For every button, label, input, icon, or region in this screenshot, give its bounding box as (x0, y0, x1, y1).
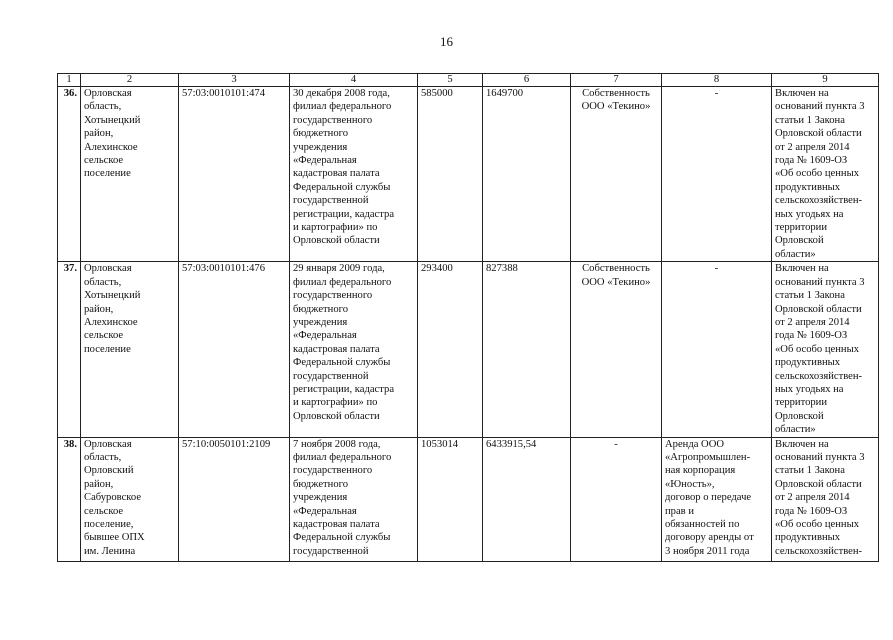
cadastral-value-cell: 6433915,54 (483, 437, 571, 561)
cadastral-value-cell: 827388 (483, 262, 571, 437)
area-cell: 293400 (418, 262, 483, 437)
inclusion-basis-cell: Включен на оснований пункта 3 статьи 1 Закона Орловской области от 2 апреля 2014 года № 1609-ОЗ «Об особо ценных продуктивных сельскохозяйствен- (772, 437, 879, 561)
ownership-cell: Собственность ООО «Текино» (571, 87, 662, 262)
inclusion-basis-cell: Включен на оснований пункта 3 статьи 1 Закона Орловской области от 2 апреля 2014 года № 1609-ОЗ «Об особо ценных продуктивных сельскохозяйствен- ных угодьях на территории Орловской области» (772, 262, 879, 437)
cadastral-value-cell: 1649700 (483, 87, 571, 262)
lease-cell: - (662, 87, 772, 262)
land-registry-table (57, 73, 879, 562)
row-number: 38. (58, 437, 81, 561)
column-header: 4 (290, 74, 418, 87)
column-header: 1 (58, 74, 81, 87)
table-row (58, 437, 879, 561)
ownership-cell: - (571, 437, 662, 561)
column-header: 5 (418, 74, 483, 87)
lease-cell: - (662, 262, 772, 437)
row-number: 36. (58, 87, 81, 262)
source-cell: 29 января 2009 года, филиал федерального государственного бюджетного учреждения «Федеральная кадастровая палата Федеральной службы государственной регистрации, кадастра и картографии» по Орловской области (290, 262, 418, 437)
cadastral-number-cell: 57:03:0010101:474 (179, 87, 290, 262)
cadastral-number-cell: 57:03:0010101:476 (179, 262, 290, 437)
column-number-row (58, 74, 879, 87)
source-cell: 7 ноября 2008 года, филиал федерального государственного бюджетного учреждения «Федеральная кадастровая палата Федеральной службы государственной (290, 437, 418, 561)
location-cell: Орловская область, Хотынецкий район, Алехинское сельское поселение (81, 87, 179, 262)
column-header: 6 (483, 74, 571, 87)
page-number: 16 (440, 34, 453, 49)
table-row (58, 87, 879, 262)
location-cell: Орловская область, Хотынецкий район, Алехинское сельское поселение (81, 262, 179, 437)
area-cell: 585000 (418, 87, 483, 262)
inclusion-basis-cell: Включен на оснований пункта 3 статьи 1 Закона Орловской области от 2 апреля 2014 года № 1609-ОЗ «Об особо ценных продуктивных сельскохозяйствен- ных угодьях на территории Орловской области» (772, 87, 879, 262)
source-cell: 30 декабря 2008 года, филиал федерального государственного бюджетного учреждения «Федеральная кадастровая палата Федеральной службы государственной регистрации, кадастра и картографии» по Орловской области (290, 87, 418, 262)
location-cell: Орловская область, Орловский район, Сабуровское сельское поселение, бывшее ОПХ им. Ленина (81, 437, 179, 561)
row-number: 37. (58, 262, 81, 437)
column-header: 7 (571, 74, 662, 87)
cadastral-number-cell: 57:10:0050101:2109 (179, 437, 290, 561)
table-row (58, 262, 879, 437)
column-header: 8 (662, 74, 772, 87)
column-header: 2 (81, 74, 179, 87)
ownership-cell: Собственность ООО «Текино» (571, 262, 662, 437)
column-header: 9 (772, 74, 879, 87)
column-header: 3 (179, 74, 290, 87)
lease-cell: Аренда ООО «Агропромышлен- ная корпорация «Юность», договор о передаче прав и обязанностей по договору аренды от 3 ноября 2011 года (662, 437, 772, 561)
area-cell: 1053014 (418, 437, 483, 561)
